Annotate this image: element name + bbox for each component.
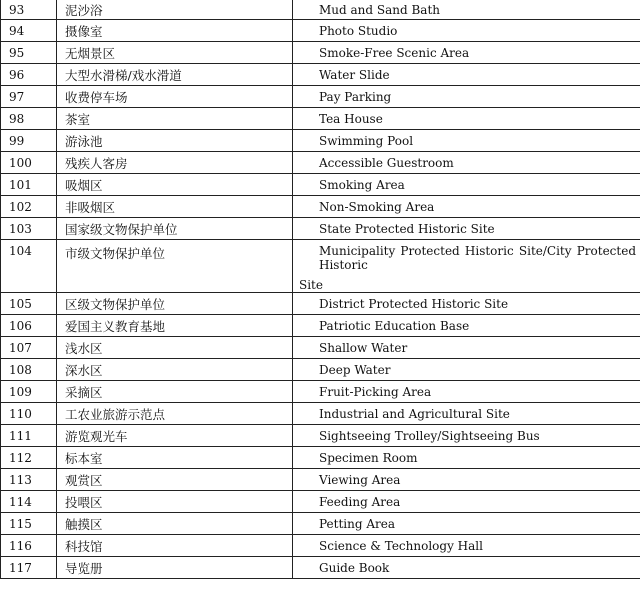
english-term: District Protected Historic Site [293,293,640,315]
chinese-term: 爱国主义教育基地 [57,315,293,337]
chinese-term: 残疾人客房 [57,152,293,174]
english-term: Viewing Area [293,469,640,491]
row-number: 93 [1,0,57,20]
table-row [1,20,640,42]
row-number: 104 [1,240,57,293]
row-number: 103 [1,218,57,240]
chinese-term: 无烟景区 [57,42,293,64]
english-term: Pay Parking [293,86,640,108]
chinese-term: 标本室 [57,447,293,469]
row-number: 115 [1,513,57,535]
chinese-term: 浅水区 [57,337,293,359]
english-term: Smoke-Free Scenic Area [293,42,640,64]
chinese-term: 观赏区 [57,469,293,491]
chinese-term: 国家级文物保护单位 [57,218,293,240]
table-row [1,513,640,535]
row-number: 108 [1,359,57,381]
table-row [1,0,640,20]
row-number: 95 [1,42,57,64]
row-number: 97 [1,86,57,108]
chinese-term: 投喂区 [57,491,293,513]
english-term: Shallow Water [293,337,640,359]
row-number: 111 [1,425,57,447]
english-term-line-1: Municipality Protected Historic Site/City Protected Historic [319,244,636,272]
table-row [1,469,640,491]
chinese-term: 触摸区 [57,513,293,535]
chinese-term: 市级文物保护单位 [57,240,293,293]
row-number: 101 [1,174,57,196]
chinese-term: 深水区 [57,359,293,381]
english-term-line-2: Site [299,278,323,292]
row-number: 105 [1,293,57,315]
table-row [1,557,640,579]
row-number: 106 [1,315,57,337]
row-number: 117 [1,557,57,579]
english-term: Industrial and Agricultural Site [293,403,640,425]
english-term: Feeding Area [293,491,640,513]
chinese-term: 茶室 [57,108,293,130]
table-row [1,447,640,469]
table-row [1,42,640,64]
english-term: Science & Technology Hall [293,535,640,557]
chinese-term: 导览册 [57,557,293,579]
table-row [1,337,640,359]
english-term: Water Slide [293,64,640,86]
table-row [1,293,640,315]
row-number: 98 [1,108,57,130]
english-term: Sightseeing Trolley/Sightseeing Bus [293,425,640,447]
table-row [1,359,640,381]
chinese-term: 非吸烟区 [57,196,293,218]
row-number: 112 [1,447,57,469]
english-term: Specimen Room [293,447,640,469]
english-term: Patriotic Education Base [293,315,640,337]
row-number: 116 [1,535,57,557]
chinese-term: 收费停车场 [57,86,293,108]
table-row [1,86,640,108]
english-term [293,240,640,293]
table-row [1,381,640,403]
english-term: Smoking Area [293,174,640,196]
table-row [1,535,640,557]
chinese-term: 区级文物保护单位 [57,293,293,315]
english-term: Petting Area [293,513,640,535]
chinese-term: 科技馆 [57,535,293,557]
table-row [1,130,640,152]
english-term: Guide Book [293,557,640,579]
english-term: Tea House [293,108,640,130]
row-number: 110 [1,403,57,425]
table-row [1,403,640,425]
row-number: 99 [1,130,57,152]
table-row [1,108,640,130]
english-term: Swimming Pool [293,130,640,152]
row-number: 100 [1,152,57,174]
chinese-term: 游览观光车 [57,425,293,447]
row-number: 107 [1,337,57,359]
chinese-term: 泥沙浴 [57,0,293,20]
table-row [1,196,640,218]
chinese-term: 工农业旅游示范点 [57,403,293,425]
chinese-term: 采摘区 [57,381,293,403]
english-term: Deep Water [293,359,640,381]
row-number: 94 [1,20,57,42]
table-row [1,152,640,174]
english-term: Mud and Sand Bath [293,0,640,20]
english-term: Non-Smoking Area [293,196,640,218]
chinese-term: 游泳池 [57,130,293,152]
table-row [1,425,640,447]
table-row [1,64,640,86]
table-row [1,240,640,293]
row-number: 102 [1,196,57,218]
row-number: 114 [1,491,57,513]
row-number: 96 [1,64,57,86]
english-term: State Protected Historic Site [293,218,640,240]
chinese-term: 大型水滑梯/戏水滑道 [57,64,293,86]
english-term: Photo Studio [293,20,640,42]
row-number: 109 [1,381,57,403]
chinese-term: 摄像室 [57,20,293,42]
chinese-term: 吸烟区 [57,174,293,196]
row-number: 113 [1,469,57,491]
english-term: Fruit-Picking Area [293,381,640,403]
english-term: Accessible Guestroom [293,152,640,174]
table-row [1,315,640,337]
table-row [1,174,640,196]
table-row [1,491,640,513]
table-row [1,218,640,240]
